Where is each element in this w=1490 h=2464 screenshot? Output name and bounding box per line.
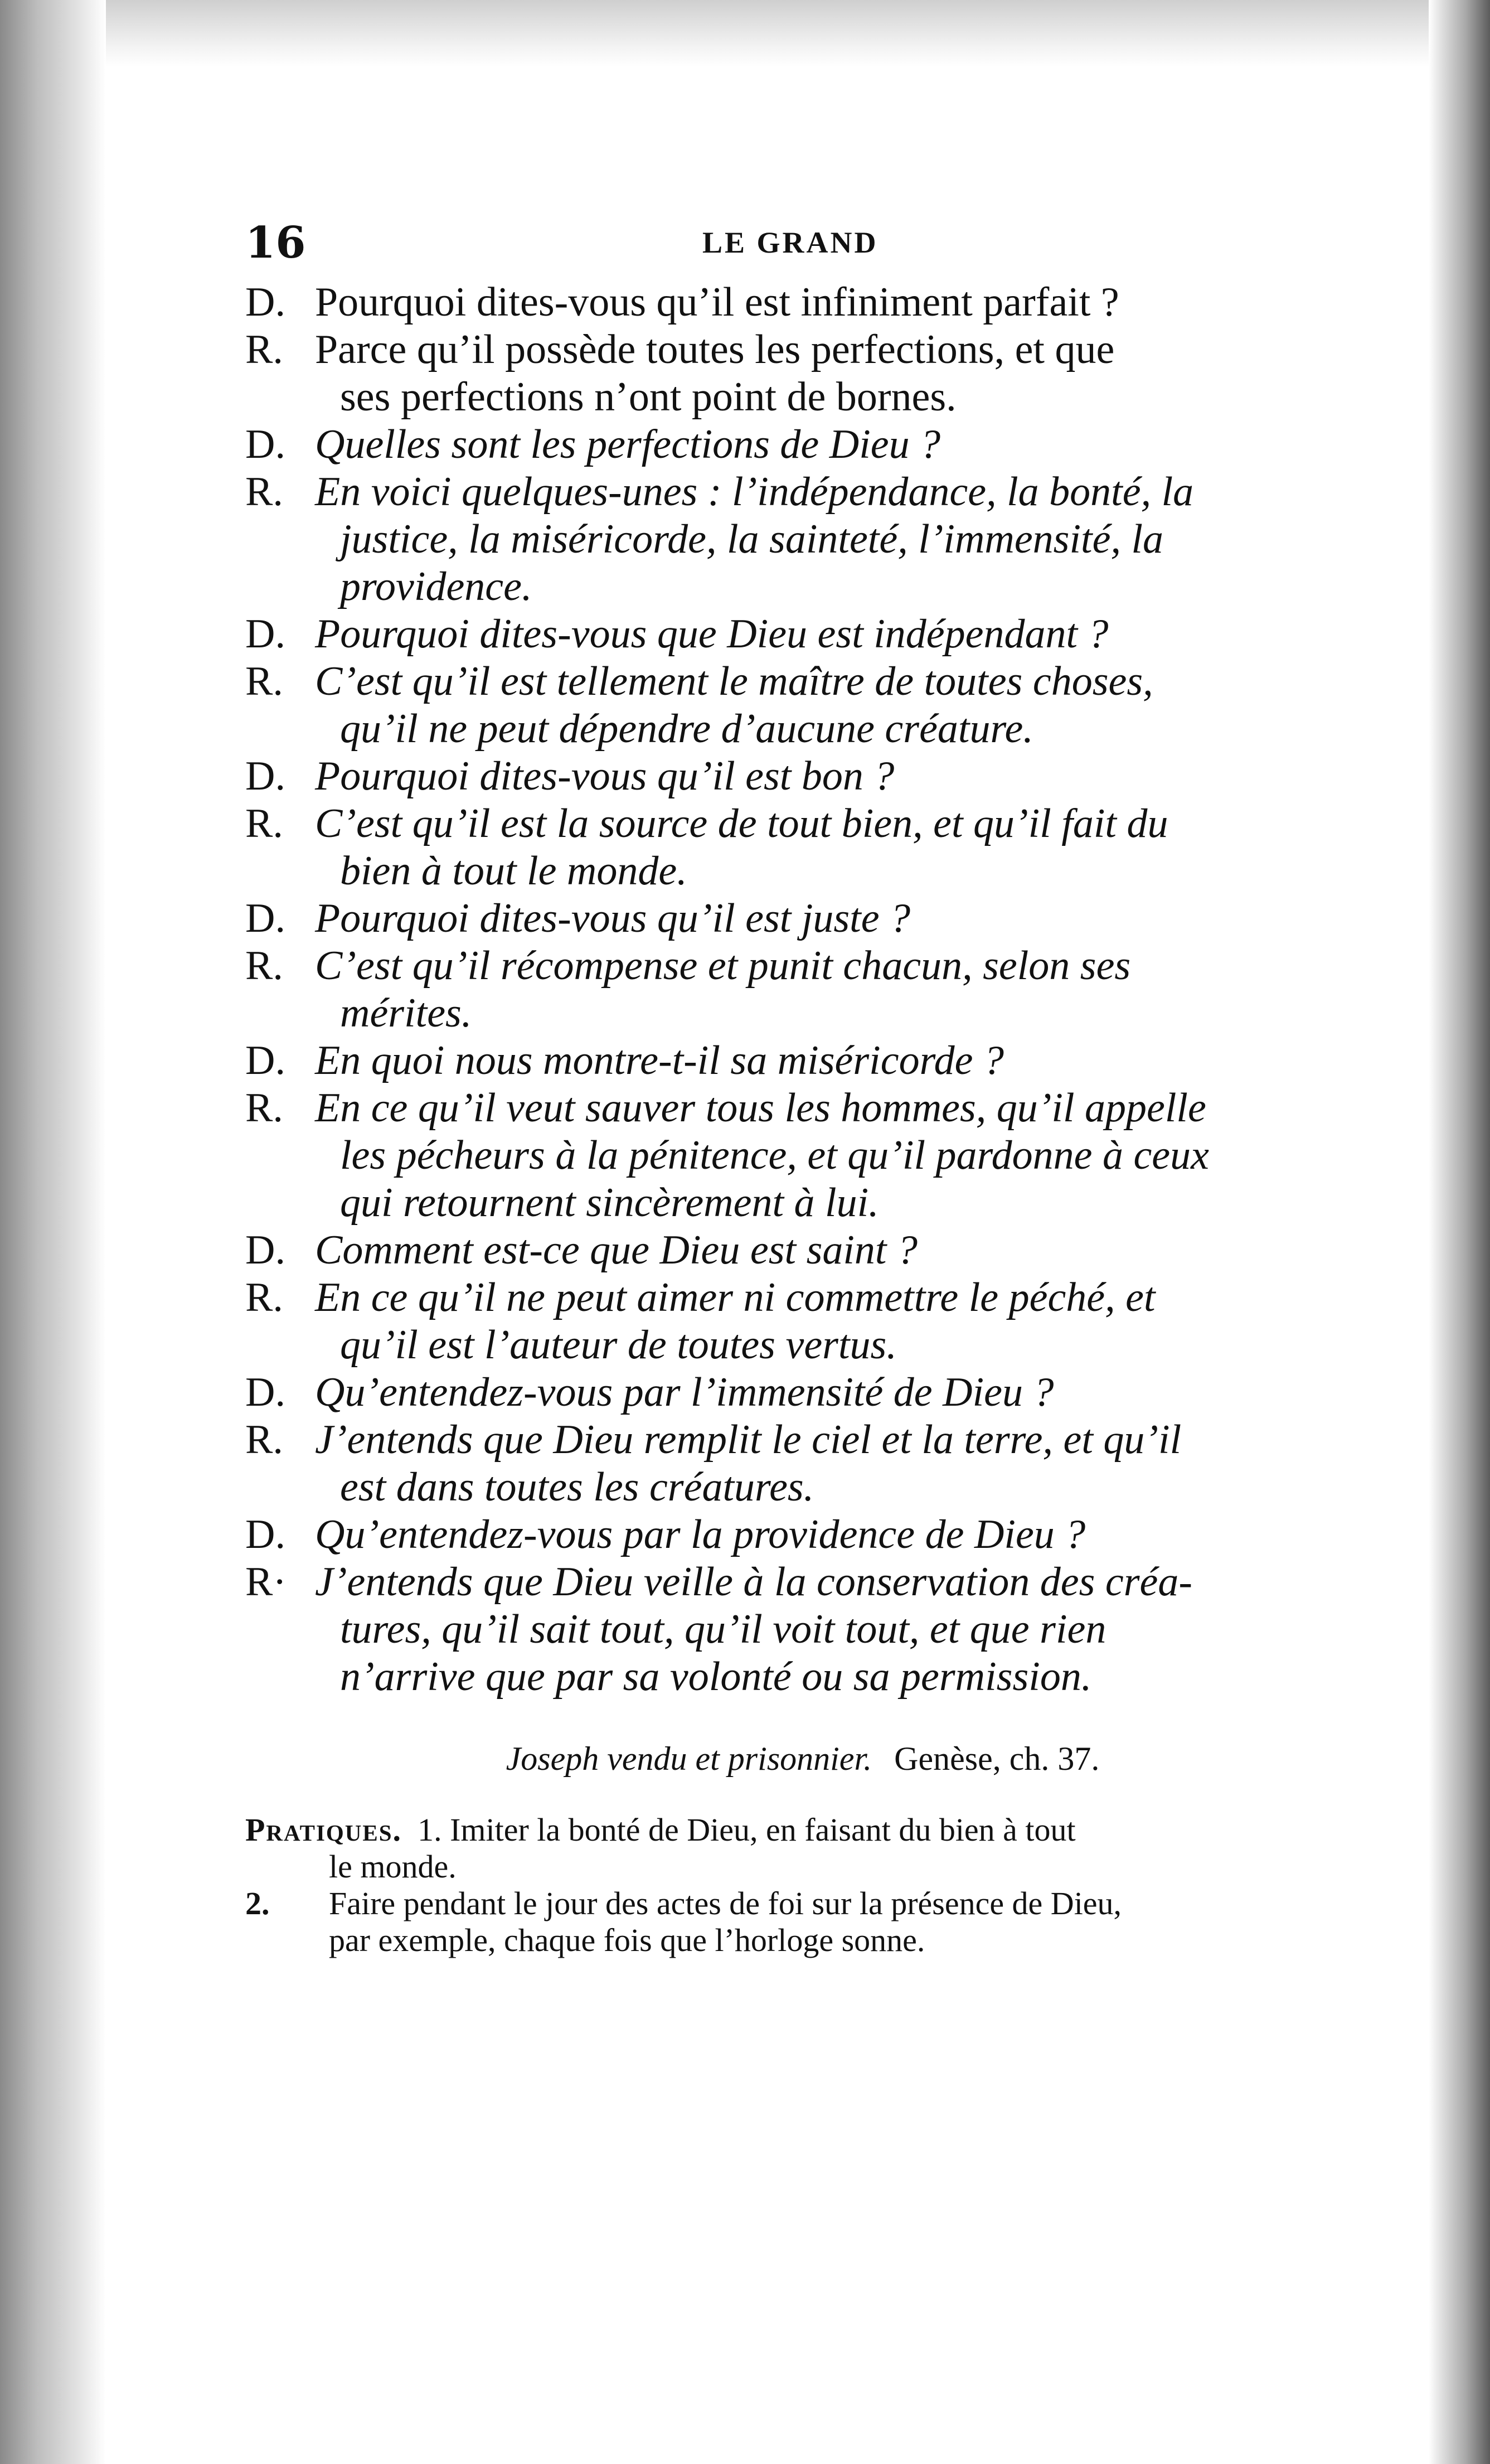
qa-marker: D. <box>245 611 285 657</box>
qa-line: J’entends que Dieu remplit le ciel et la terre, et qu’il <box>315 1417 1182 1463</box>
qa-line: Pourquoi dites-vous que Dieu est indépendant ? <box>315 611 1109 657</box>
qa-line: ses perfections n’ont point de bornes. <box>340 374 957 420</box>
answer <box>245 326 1360 421</box>
qa-line: J’entends que Dieu veille à la conservation des créa- <box>315 1559 1193 1605</box>
qa-line: En ce qu’il ne peut aimer ni commettre le péché, et <box>315 1275 1156 1320</box>
qa-line: qu’il ne peut dépendre d’aucune créature. <box>340 706 1033 752</box>
pratiques-item-1 <box>245 1812 1360 1885</box>
answer <box>245 942 1360 1037</box>
pratiques-item-2-text: Faire pendant le jour des actes de foi sur la présence de Dieu, <box>329 1885 1122 1921</box>
book-page <box>245 217 1360 1959</box>
catechism-list <box>245 279 1360 1701</box>
qa-marker: D. <box>245 753 285 799</box>
qa-marker: R. <box>245 327 283 372</box>
qa-marker: D. <box>245 895 285 941</box>
qa-line: n’arrive que par sa volonté ou sa permission. <box>340 1654 1092 1700</box>
qa-line: les pécheurs à la pénitence, et qu’il pardonne à ceux <box>340 1132 1209 1178</box>
qa-line: mérites. <box>340 990 472 1036</box>
qa-line: Quelles sont les perfections de Dieu ? <box>315 422 941 467</box>
caption-story: Joseph vendu et prisonnier. <box>506 1740 872 1777</box>
illustration-caption <box>245 1740 1360 1778</box>
qa-marker: D. <box>245 1227 285 1273</box>
question <box>245 279 1360 326</box>
qa-line: est dans toutes les créatures. <box>340 1464 814 1510</box>
pratiques-item-1-cont: le monde. <box>329 1848 457 1885</box>
qa-line: Pourquoi dites-vous qu’il est infiniment parfait ? <box>315 279 1119 325</box>
qa-line: qui retournent sincèrement à lui. <box>340 1180 879 1226</box>
caption-reference: Genèse, ch. 37. <box>894 1740 1100 1777</box>
qa-line: C’est qu’il est la source de tout bien, et qu’il fait du <box>315 801 1168 846</box>
qa-marker: R. <box>245 801 283 846</box>
question <box>245 1511 1360 1558</box>
qa-marker: D. <box>245 1038 285 1083</box>
pratiques-section <box>245 1812 1360 1959</box>
qa-marker: D. <box>245 422 285 467</box>
answer <box>245 468 1360 611</box>
qa-line: Parce qu’il possède toutes les perfections, et que <box>315 327 1115 372</box>
question <box>245 611 1360 658</box>
pratiques-item-2 <box>245 1885 1360 1959</box>
answer <box>245 1558 1360 1701</box>
qa-marker: R· <box>245 1559 287 1605</box>
scan-top-shadow <box>0 0 1490 67</box>
qa-marker: D. <box>245 279 285 325</box>
qa-line: justice, la miséricorde, la sainteté, l’immensité, la <box>340 516 1164 562</box>
scan-left-shadow <box>0 0 106 2464</box>
question <box>245 895 1360 942</box>
scan-right-shadow <box>1429 0 1490 2464</box>
answer <box>245 1416 1360 1511</box>
qa-marker: R. <box>245 943 283 989</box>
answer <box>245 800 1360 895</box>
qa-line: Qu’entendez-vous par l’immensité de Dieu ? <box>315 1369 1054 1415</box>
qa-line: Comment est-ce que Dieu est saint ? <box>315 1227 918 1273</box>
answer <box>245 1085 1360 1227</box>
pratiques-item-2-number: 2. <box>245 1885 270 1921</box>
qa-line: Pourquoi dites-vous qu’il est bon ? <box>315 753 895 799</box>
qa-line: Pourquoi dites-vous qu’il est juste ? <box>315 895 911 941</box>
qa-marker: R. <box>245 659 283 704</box>
question <box>245 421 1360 468</box>
question <box>245 753 1360 800</box>
page-number: 16 <box>245 217 306 268</box>
qa-line: bien à tout le monde. <box>340 848 687 894</box>
qa-marker: R. <box>245 469 283 515</box>
qa-line: En voici quelques-unes : l’indépendance, la bonté, la <box>315 469 1194 515</box>
qa-line: C’est qu’il récompense et punit chacun, selon ses <box>315 943 1131 989</box>
pratiques-item-2-cont: par exemple, chaque fois que l’horloge sonne. <box>329 1922 925 1958</box>
running-title: LE GRAND <box>702 226 879 259</box>
qa-line: qu’il est l’auteur de toutes vertus. <box>340 1322 897 1368</box>
answer <box>245 1274 1360 1369</box>
qa-marker: R. <box>245 1417 283 1463</box>
qa-line: Qu’entendez-vous par la providence de Dieu ? <box>315 1512 1086 1557</box>
pratiques-item-1-text: 1. Imiter la bonté de Dieu, en faisant du bien à tout <box>418 1812 1076 1848</box>
answer <box>245 658 1360 753</box>
qa-marker: D. <box>245 1512 285 1557</box>
qa-line: providence. <box>340 564 532 609</box>
qa-marker: D. <box>245 1369 285 1415</box>
qa-line: tures, qu’il sait tout, qu’il voit tout, et que rien <box>340 1606 1106 1652</box>
running-head <box>245 217 1360 279</box>
question <box>245 1227 1360 1274</box>
qa-line: En quoi nous montre-t-il sa miséricorde ? <box>315 1038 1004 1083</box>
question <box>245 1369 1360 1416</box>
question <box>245 1037 1360 1085</box>
qa-marker: R. <box>245 1275 283 1320</box>
pratiques-label: Pratiques. <box>245 1812 402 1848</box>
qa-marker: R. <box>245 1085 283 1131</box>
qa-line: C’est qu’il est tellement le maître de toutes choses, <box>315 659 1153 704</box>
qa-line: En ce qu’il veut sauver tous les hommes, qu’il appelle <box>315 1085 1206 1131</box>
